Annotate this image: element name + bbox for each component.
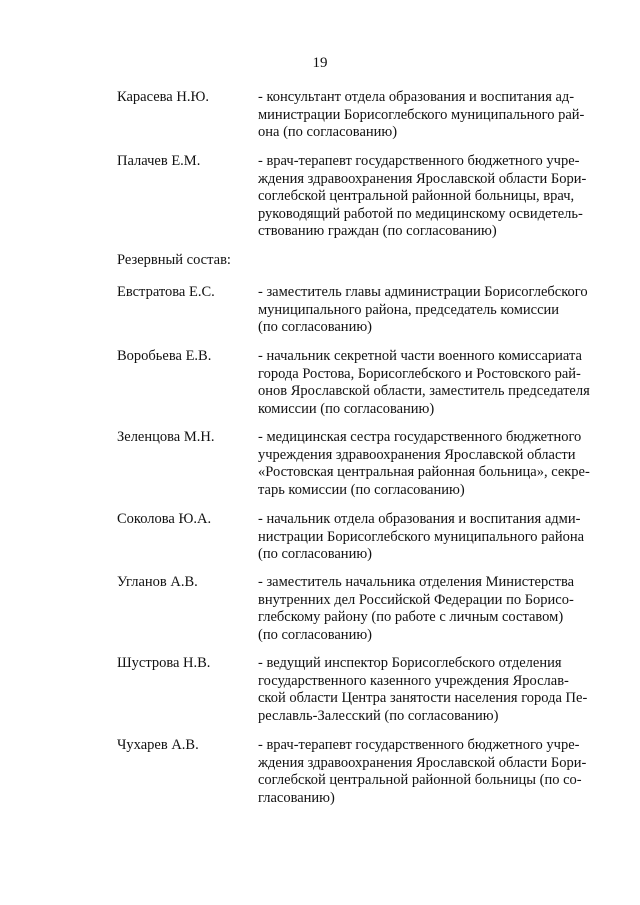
description-line: гласованию)	[258, 789, 335, 806]
description-line: внутренних дел Российской Федерации по Борисо-	[258, 591, 574, 608]
description-line: (по согласованию)	[258, 546, 372, 562]
description-line: (по согласованию)	[258, 626, 372, 643]
description-line: нистрации Борисоглебского муниципального района	[258, 528, 585, 545]
description-line: «Ростовская центральная районная больница», секре-	[258, 464, 590, 480]
description-line: учреждения здравоохранения Ярославской области	[258, 446, 576, 463]
member-description	[258, 429, 591, 499]
description-line: (по согласованию)	[258, 319, 372, 335]
member-description	[258, 153, 591, 241]
description-line: глебскому району (по работе с личным составом)	[258, 609, 564, 625]
description-line: - ведущий инспектор Борисоглебского отделения	[258, 655, 562, 671]
description-line: комиссии (по согласованию)	[258, 400, 435, 417]
member-name: Чухарев А.В.	[117, 737, 199, 753]
description-line: тарь комиссии (по согласованию)	[258, 481, 465, 498]
description-line: муниципального района, председатель комиссии	[258, 301, 560, 318]
description-line: города Ростова, Борисоглебского и Ростовского рай-	[258, 365, 581, 382]
description-line: соглебской центральной районной больницы (по со-	[258, 772, 582, 788]
description-line: реславль-Залесский (по согласованию)	[258, 707, 499, 724]
description-line: ской области Центра занятости населения города Пе-	[258, 690, 588, 706]
page-number: 19	[312, 55, 328, 71]
description-line: - заместитель начальника отделения Министерства	[258, 574, 575, 590]
description-line: - медицинская сестра государственного бюджетного	[258, 429, 582, 445]
description-line: - начальник отдела образования и воспитания адми-	[258, 511, 581, 527]
description-line: государственного казенного учреждения Ярослав-	[258, 672, 569, 689]
description-line: ствованию граждан (по согласованию)	[258, 223, 497, 239]
description-line: соглебской центральной районной больницы, врач,	[258, 188, 575, 204]
member-name: Угланов А.В.	[117, 574, 198, 590]
member-name: Зеленцова М.Н.	[117, 429, 215, 445]
description-line: ждения здравоохранения Ярославской области Бори-	[258, 754, 587, 771]
description-line: министрации Борисоглебского муниципального рай-	[258, 106, 585, 123]
member-name: Шустрова Н.В.	[117, 655, 211, 671]
member-name: Соколова Ю.А.	[117, 511, 212, 527]
description-line: - начальник секретной части военного комиссариата	[258, 348, 582, 364]
member-description	[258, 574, 591, 644]
member-name: Карасева Н.Ю.	[117, 89, 209, 105]
member-name: Воробьева Е.В.	[117, 348, 212, 364]
member-description	[258, 348, 591, 418]
description-line: - консультант отдела образования и воспитания ад-	[258, 89, 575, 105]
description-line: она (по согласованию)	[258, 124, 398, 140]
section-heading-reserve: Резервный состав:	[117, 252, 231, 268]
member-description	[258, 655, 591, 725]
member-description	[258, 89, 591, 142]
member-name: Палачев Е.М.	[117, 153, 201, 169]
description-line: - врач-терапевт государственного бюджетного учре-	[258, 737, 580, 753]
description-line: руководящий работой по медицинскому освидетель-	[258, 205, 583, 222]
description-line: - заместитель главы администрации Борисоглебского	[258, 284, 588, 300]
description-line: ждения здравоохранения Ярославской области Бори-	[258, 170, 587, 187]
member-description	[258, 511, 591, 564]
description-line: онов Ярославской области, заместитель председателя	[258, 383, 590, 399]
member-description	[258, 284, 591, 337]
member-description	[258, 737, 591, 807]
member-name: Евстратова Е.С.	[117, 284, 215, 300]
description-line: - врач-терапевт государственного бюджетного учре-	[258, 153, 580, 169]
